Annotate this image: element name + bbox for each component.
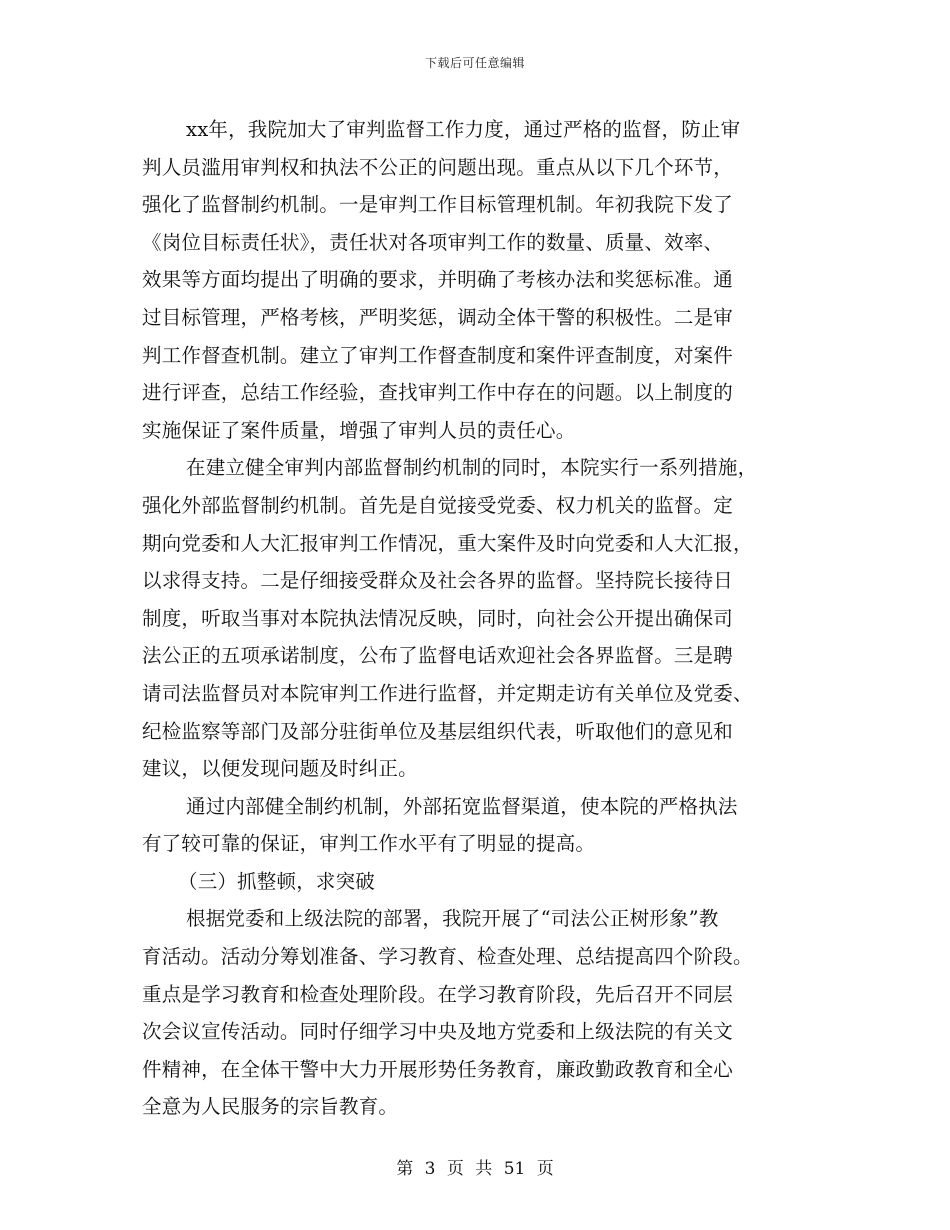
paragraph-line: 过目标管理，严格考核，严明奖惩，调动全体干警的积极性。二是审 — [142, 305, 734, 329]
paragraph-line: 制度，听取当事对本院执法情况反映，同时，向社会公开提出确保司 — [142, 606, 734, 630]
document-body — [142, 111, 804, 1126]
paragraph-line: 全意为人民服务的宗旨教育。 — [142, 1095, 399, 1119]
paragraph-line: 重点是学习教育和检查处理阶段。在学习教育阶段，先后召开不同层 — [142, 982, 734, 1006]
paragraph-line: 强化外部监督制约机制。首先是自觉接受党委、权力机关的监督。定 — [142, 493, 734, 517]
paragraph-line: 判工作督查机制。建立了审判工作督查制度和案件评查制度，对案件 — [142, 343, 734, 367]
paragraph-line: 有了较可靠的保证，审判工作水平有了明显的提高。 — [142, 832, 596, 856]
paragraph-line: xx年，我院加大了审判监督工作力度，通过严格的监督，防止审 — [186, 118, 741, 141]
paragraph-line: 通过内部健全制约机制，外部拓宽监督渠道，使本院的严格执法 — [186, 794, 738, 818]
paragraph-line: 纪检监察等部门及部分驻街单位及基层组织代表，听取他们的意见和 — [142, 719, 734, 743]
paragraph-line: 件精神，在全体干警中大力开展形势任务教育，廉政勤政教育和全心 — [142, 1057, 734, 1081]
paragraph-line: 期向党委和人大汇报审判工作情况，重大案件及时向党委和人大汇报， — [142, 531, 753, 555]
section-heading: （三）抓整顿，求突破 — [178, 869, 376, 893]
paragraph-line: 强化了监督制约机制。一是审判工作目标管理机制。年初我院下发了 — [142, 193, 734, 217]
paragraph-line: 《岗位目标责任状》，责任状对各项审判工作的数量、质量、效率、 — [142, 230, 724, 254]
paragraph-line: 根据党委和上级法院的部署，我院开展了“司法公正树形象”教 — [186, 907, 719, 931]
paragraph-line: 效果等方面均提出了明确的要求，并明确了考核办法和奖惩标准。通 — [142, 268, 734, 292]
paragraph-line: 在建立健全审判内部监督制约机制的同时，本院实行一系列措施， — [186, 456, 758, 480]
paragraph-line: 法公正的五项承诺制度，公布了监督电话欢迎社会各界监督。三是聘 — [142, 644, 734, 668]
page-header: 下载后可任意编辑 — [424, 56, 525, 70]
page-footer: 第 3 页 共 51 页 — [396, 1159, 554, 1179]
paragraph-line: 请司法监督员对本院审判工作进行监督，并定期走访有关单位及党委、 — [142, 681, 753, 705]
paragraph-line: 实施保证了案件质量，增强了审判人员的责任心。 — [142, 418, 576, 442]
paragraph-line: 以求得支持。二是仔细接受群众及社会各界的监督。坚持院长接待日 — [142, 569, 734, 593]
paragraph-line: 建议，以便发现问题及时纠正。 — [142, 757, 418, 781]
paragraph-line: 次会议宣传活动。同时仔细学习中央及地方党委和上级法院的有关文 — [142, 1020, 734, 1044]
paragraph-line: 育活动。活动分筹划准备、学习教育、检查处理、总结提高四个阶段。 — [142, 945, 753, 969]
paragraph-line: 进行评查，总结工作经验，查找审判工作中存在的问题。以上制度的 — [142, 381, 734, 405]
paragraph-line: 判人员滥用审判权和执法不公正的问题出现。重点从以下几个环节， — [142, 155, 734, 179]
